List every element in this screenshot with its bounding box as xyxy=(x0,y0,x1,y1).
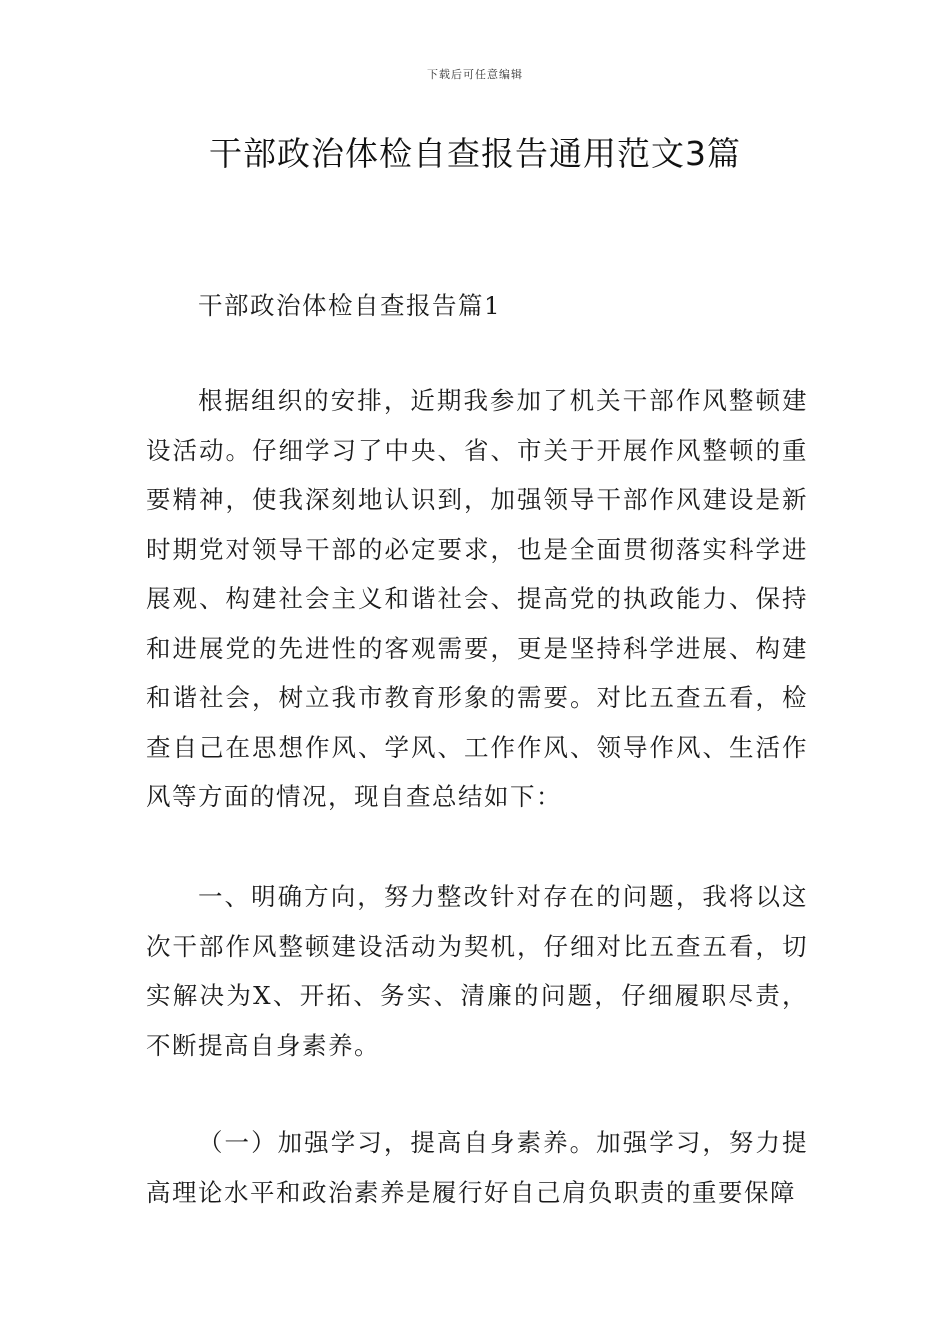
paragraph: （一）加强学习，提高自身素养。加强学习，努力提高理论水平和政治素养是履行好自己肩负职责的重要保障 xyxy=(146,1128,808,1207)
section-heading: 干部政治体检自查报告篇1 xyxy=(198,291,502,320)
paragraph: 一、明确方向，努力整改针对存在的问题，我将以这次干部作风整顿建设活动为契机，仔细对比五查五看，切实解决为X、开拓、务实、清廉的问题，仔细履职尽责，不断提高自身素养。 xyxy=(146,882,808,1060)
document-title: 干部政治体检自查报告通用范文3篇 xyxy=(209,134,741,173)
header-note: 下载后可任意编辑 xyxy=(427,68,523,81)
paragraph: 根据组织的安排，近期我参加了机关干部作风整顿建设活动。仔细学习了中央、省、市关于开展作风整顿的重要精神，使我深刻地认识到，加强领导干部作风建设是新时期党对领导干部的必定要求，也是全面贯彻落实科学进展观、构建社会主义和谐社会、提高党的执政能力、保持和进展党的先进性的客观需要，更是坚持科学进展、构建和谐社会，树立我市教育形象的需要。对比五查五看，检查自己在思想作风、学风、工作作风、领导作风、生活作风等方面的情况，现自查总结如下： xyxy=(146,386,808,811)
